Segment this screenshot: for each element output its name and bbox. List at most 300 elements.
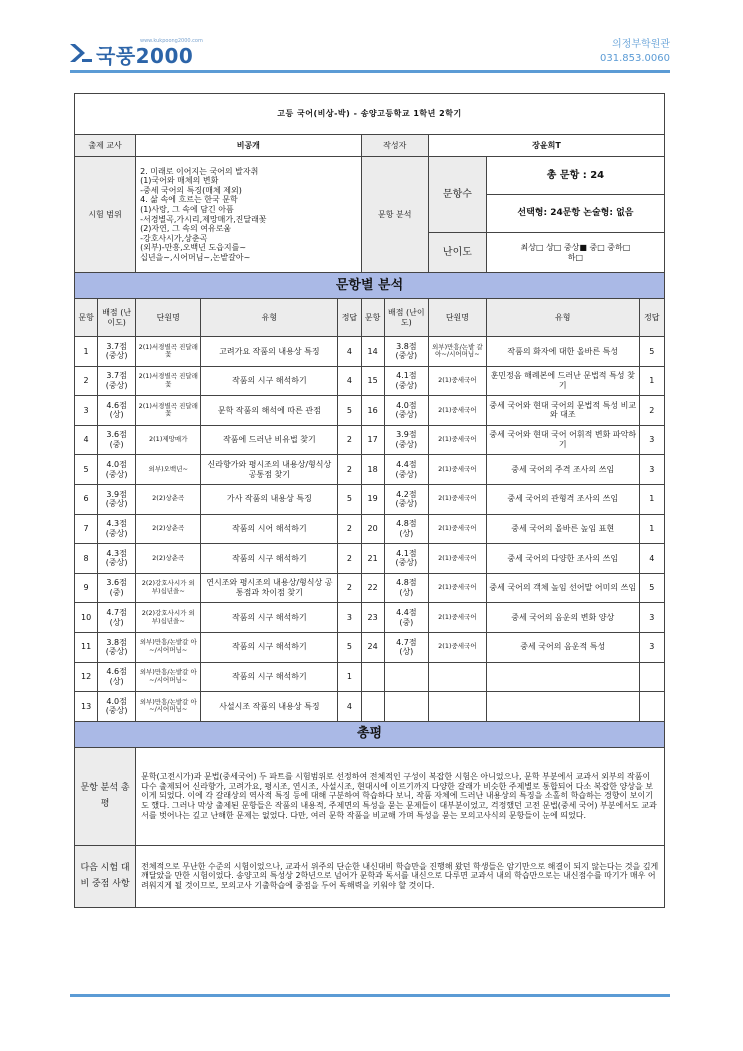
item-type <box>486 366 639 396</box>
item-num-text: 17 <box>367 435 378 445</box>
item-score-text: 4.4점 <box>396 608 417 618</box>
section-items-title: 문항별 분석 <box>75 273 665 299</box>
item-unit <box>428 632 486 662</box>
item-score-text: 4.0점 <box>106 460 127 470</box>
item-unit <box>136 484 201 514</box>
item-score-text: (중상) <box>105 469 128 479</box>
item-score-text: 3.6점 <box>106 430 127 440</box>
item-score-text: (중상) <box>395 469 418 479</box>
item-score-text: (중상) <box>105 706 128 716</box>
item-num <box>75 544 98 574</box>
author-label: 작성자 <box>361 135 428 157</box>
item-answer <box>338 603 361 633</box>
branch-name: 의정부학원관 <box>612 39 670 50</box>
item-unit-text: 2(1)중세국어 <box>438 464 477 473</box>
item-answer <box>338 662 361 692</box>
item-unit <box>136 455 201 485</box>
item-row <box>75 366 665 396</box>
analysis-label: 문항 분석 <box>361 157 428 273</box>
item-unit-text: 2(1)서경별곡 진달래꽃 <box>138 342 198 359</box>
item-num <box>75 632 98 662</box>
item-type <box>201 484 338 514</box>
item-unit <box>428 337 486 367</box>
item-answer-text: 2 <box>346 435 352 445</box>
item-num <box>75 396 98 426</box>
item-unit-text: 2(2)상춘곡 <box>152 523 185 532</box>
item-score-text: (중상) <box>395 558 418 568</box>
item-answer-text: 1 <box>649 524 655 534</box>
col-score: 배점 (난이도) <box>98 299 136 337</box>
item-score <box>384 692 428 722</box>
item-num <box>75 366 98 396</box>
item-score-text: 4.4점 <box>396 460 417 470</box>
item-type-text: 중세 국어와 현대 국어의 문법적 특성 비교와 대조 <box>489 400 637 420</box>
item-type-text: 중세 국어의 음운적 특성 <box>520 642 606 652</box>
item-answer <box>639 337 664 367</box>
item-answer <box>338 514 361 544</box>
item-score <box>98 366 136 396</box>
item-score-text: (중상) <box>105 499 128 509</box>
item-score-text: 4.7점 <box>396 637 417 647</box>
item-num <box>361 366 384 396</box>
review-next-text: 전체적으로 무난한 수준의 시험이었으나, 교과서 위주의 단순한 내신대비 학습만을 진행해 왔던 학생들은 암기만으로 해결이 되지 않는다는 것을 깊게 깨달았을 만한 시험이었다. 송양고의 특성상 2학년으로 넘어가 문학과 독서를 내신으로 다루면 교과서 내의 학습만으로는 내신점수를 따기가 매우 어려워지게 될 것이므로, 모의고사 기출학습에 중점을 두어 독해력을 키워야 할 것이다. <box>136 845 665 907</box>
item-score-text: (중상) <box>105 528 128 538</box>
item-score <box>384 573 428 603</box>
item-unit-text: 2(1)중세국어 <box>438 405 477 414</box>
item-score <box>384 514 428 544</box>
col-answer: 정답 <box>338 299 361 337</box>
item-score <box>384 603 428 633</box>
item-score-text: (중상) <box>395 351 418 361</box>
item-unit <box>428 425 486 455</box>
item-type <box>201 396 338 426</box>
item-type-text: 중세 국어의 다양한 조사의 쓰임 <box>507 553 619 563</box>
item-answer <box>338 632 361 662</box>
item-answer <box>639 514 664 544</box>
item-answer <box>639 396 664 426</box>
item-type <box>486 484 639 514</box>
item-score <box>98 396 136 426</box>
scope-content <box>136 157 361 273</box>
item-answer-text: 3 <box>649 464 655 474</box>
item-answer-text: 5 <box>346 494 352 504</box>
item-unit <box>428 514 486 544</box>
item-score <box>384 396 428 426</box>
item-answer-text: 2 <box>346 553 352 563</box>
item-answer <box>338 366 361 396</box>
item-unit <box>428 484 486 514</box>
item-unit <box>428 455 486 485</box>
item-score <box>98 632 136 662</box>
item-type <box>201 455 338 485</box>
item-num <box>75 337 98 367</box>
item-num-text: 6 <box>83 494 89 504</box>
item-row <box>75 455 665 485</box>
item-unit-text: 외부)만흥/논밭 갈아~/시어머님~ <box>432 342 483 359</box>
item-type-text: 작품의 시구 해석하기 <box>232 376 307 386</box>
item-num-text: 21 <box>367 553 378 563</box>
item-score <box>384 632 428 662</box>
item-answer-text: 3 <box>649 435 655 445</box>
item-num-text: 23 <box>367 612 378 622</box>
item-score-text: 4.1점 <box>396 548 417 558</box>
item-num-text: 24 <box>367 642 378 652</box>
item-score-text: (상) <box>109 617 124 627</box>
item-score-text: 3.9점 <box>396 430 417 440</box>
item-type <box>201 692 338 722</box>
item-num <box>75 455 98 485</box>
item-type <box>201 337 338 367</box>
item-type <box>486 662 639 692</box>
teacher-label: 출제 교사 <box>75 135 136 157</box>
item-score-text: (상) <box>399 588 414 598</box>
item-score-text: 3.8점 <box>396 341 417 351</box>
item-unit <box>428 573 486 603</box>
item-row <box>75 396 665 426</box>
item-rows <box>75 337 665 722</box>
item-score-text: (중상) <box>395 410 418 420</box>
item-type <box>486 396 639 426</box>
item-score <box>384 544 428 574</box>
item-answer <box>639 455 664 485</box>
col-answer: 정답 <box>639 299 664 337</box>
item-score <box>98 692 136 722</box>
item-type <box>201 573 338 603</box>
item-score-text: 3.7점 <box>106 371 127 381</box>
item-num <box>361 662 384 692</box>
item-row <box>75 632 665 662</box>
logo-name: 국풍2000 <box>96 44 194 68</box>
item-answer <box>639 425 664 455</box>
item-num-text: 11 <box>80 642 92 652</box>
item-type-text: 중세 국어와 현대 국어 어휘적 변화 파악하기 <box>489 430 637 450</box>
item-unit-text: 2(2)상춘곡 <box>152 494 185 503</box>
item-type-text: 중세 국어의 객체 높임 선어말 어미의 쓰임 <box>489 583 637 593</box>
item-row <box>75 544 665 574</box>
item-answer-text: 1 <box>649 376 655 386</box>
item-score-text: 4.0점 <box>396 400 417 410</box>
item-score <box>384 484 428 514</box>
item-type-text: 신라향가와 평시조의 내용상/형식상 공통점 찾기 <box>207 460 332 479</box>
item-row <box>75 573 665 603</box>
scope-line: -서경별곡,가시리,제망매가,진달래꽃 <box>140 214 267 224</box>
item-type-text: 작품의 시어 해석하기 <box>232 524 307 534</box>
item-unit <box>136 544 201 574</box>
item-type-text: 작품의 시구 해석하기 <box>232 553 307 563</box>
col-type: 유형 <box>201 299 338 337</box>
item-score-text: 4.7점 <box>106 608 127 618</box>
item-unit <box>136 603 201 633</box>
item-score-text: (중) <box>109 440 124 450</box>
col-num: 문항 <box>75 299 98 337</box>
item-num <box>361 544 384 574</box>
item-unit-text: 2(2)강호사시가 외부)십년을~ <box>141 608 195 625</box>
item-unit <box>136 632 201 662</box>
col-type: 유형 <box>486 299 639 337</box>
item-num-text: 20 <box>367 524 378 534</box>
item-score-text: (상) <box>109 676 124 686</box>
item-answer <box>338 692 361 722</box>
item-score <box>384 455 428 485</box>
item-answer-text: 2 <box>649 405 655 415</box>
item-score-text: (중상) <box>105 647 128 657</box>
item-answer-text: 5 <box>649 583 655 593</box>
item-unit-text: 2(1)중세국어 <box>438 435 477 444</box>
item-num-text: 4 <box>83 435 89 445</box>
item-score-text: (상) <box>399 647 414 657</box>
section-review-title: 총평 <box>75 721 665 747</box>
item-num <box>361 692 384 722</box>
item-answer <box>338 425 361 455</box>
item-num <box>361 484 384 514</box>
item-num <box>75 484 98 514</box>
item-unit-text: 2(1)중세국어 <box>438 553 477 562</box>
scope-line: (2)자연, 그 속의 여유로움 <box>140 224 232 234</box>
item-unit <box>136 396 201 426</box>
item-score-text: (중) <box>399 617 414 627</box>
item-row <box>75 692 665 722</box>
item-score <box>384 425 428 455</box>
col-score: 배점 (난이도) <box>384 299 428 337</box>
item-score-text: 3.7점 <box>106 341 127 351</box>
item-type-text: 문학 작품의 해석에 따른 관점 <box>217 405 321 415</box>
item-num-text: 18 <box>367 464 378 474</box>
item-score-text: 4.8점 <box>396 519 417 529</box>
item-answer-text: 1 <box>649 494 655 504</box>
scope-line: 십년을~,시어머님~,논밭갈아~ <box>140 252 251 262</box>
logo-mark-icon <box>70 42 92 64</box>
item-answer <box>338 337 361 367</box>
item-num-text: 9 <box>83 583 89 593</box>
item-type-text: 연시조와 평시조의 내용상/형식상 공통점과 차이점 찾기 <box>206 578 333 598</box>
item-type-text: 고려가요 작품의 내용상 특징 <box>219 346 320 356</box>
item-type <box>201 662 338 692</box>
item-type <box>486 337 639 367</box>
item-unit <box>136 425 201 455</box>
item-type <box>486 514 639 544</box>
item-unit-text: 2(1)서경별곡 진달래꽃 <box>138 372 198 388</box>
type-count: 선택형: 24문항 논술형: 없음 <box>486 195 664 233</box>
item-answer <box>639 484 664 514</box>
item-unit-text: 2(2)상춘곡 <box>152 553 185 562</box>
logo-url: www.kukpoong2000.com <box>140 38 203 44</box>
item-num-text: 22 <box>367 583 378 593</box>
item-num <box>361 514 384 544</box>
item-num <box>361 455 384 485</box>
item-type <box>486 573 639 603</box>
item-answer-text: 4 <box>346 701 352 711</box>
item-unit-text: 2(1)서경별곡 진달래꽃 <box>138 401 198 418</box>
item-unit <box>136 337 201 367</box>
item-score-text: 4.1점 <box>396 371 417 381</box>
item-num <box>75 573 98 603</box>
item-unit <box>428 396 486 426</box>
item-unit-text: 외부)만흥/논밭갈 아~/시어머님~ <box>139 638 197 655</box>
item-type-text: 중세 국어의 관형격 조사의 쓰임 <box>507 494 619 504</box>
item-answer-text: 4 <box>346 346 352 356</box>
item-score-text: (중) <box>109 588 124 598</box>
item-type-text: 훈민정음 해례본에 드러난 문법적 특성 찾기 <box>490 371 635 390</box>
item-type-text: 사설시조 작품의 내용상 특징 <box>219 701 320 711</box>
scope-line: 4. 삶 속에 흐르는 한국 문학 <box>140 195 238 205</box>
item-num <box>75 692 98 722</box>
scope-line: (1)사랑, 그 속에 담긴 아픔 <box>140 204 234 214</box>
item-score <box>98 573 136 603</box>
item-score-text: 4.6점 <box>106 667 127 677</box>
item-answer <box>338 573 361 603</box>
item-num-text: 14 <box>367 346 378 356</box>
item-type-text: 작품의 시구 해석하기 <box>232 672 307 682</box>
item-num <box>361 396 384 426</box>
item-score-text: 3.8점 <box>106 637 127 647</box>
item-num-text: 16 <box>367 405 378 415</box>
scope-line: (1)국어와 매체의 변화 <box>140 176 219 186</box>
scope-line: (외부)-만흥,오백년 도읍지를~ <box>140 243 247 253</box>
item-unit-text: 외부)만흥/논밭갈 아~/시어머님~ <box>139 697 197 714</box>
item-num-text: 19 <box>367 494 378 504</box>
teacher-value: 비공개 <box>136 135 361 157</box>
item-type-text: 중세 국어의 음운의 변화 양상 <box>511 612 615 622</box>
scope-line: -강호사시가,상춘곡 <box>140 233 208 243</box>
item-score <box>384 337 428 367</box>
item-score-text: 4.3점 <box>106 548 127 558</box>
item-answer-text: 2 <box>346 464 352 474</box>
item-unit-text: 2(1)중세국어 <box>438 642 477 651</box>
scope-line: 2. 미래로 이어지는 국어의 발자취 <box>140 166 259 176</box>
item-score-text: 3.9점 <box>106 489 127 499</box>
item-type <box>486 425 639 455</box>
item-num-text: 10 <box>80 612 92 622</box>
item-score-text: 4.2점 <box>396 489 417 499</box>
item-row <box>75 603 665 633</box>
item-num <box>361 632 384 662</box>
item-num <box>361 573 384 603</box>
item-num-text: 7 <box>83 524 89 534</box>
item-type <box>486 544 639 574</box>
item-score <box>98 514 136 544</box>
item-score-text: (중상) <box>105 380 128 390</box>
item-unit <box>428 366 486 396</box>
item-num <box>75 514 98 544</box>
item-num-text: 2 <box>83 376 89 386</box>
item-unit-text: 외부)만흥/논밭갈 아~/시어머님~ <box>139 668 197 684</box>
item-score-text: 4.8점 <box>396 578 417 588</box>
item-type <box>201 425 338 455</box>
item-unit <box>136 573 201 603</box>
item-row <box>75 425 665 455</box>
item-score <box>384 662 428 692</box>
scope-line: -중세 국어의 특징(매체 제외) <box>140 185 242 195</box>
item-type <box>201 366 338 396</box>
item-answer <box>639 366 664 396</box>
item-unit-text: 2(2)강호사시가 외부)십년을~ <box>141 579 195 596</box>
item-answer-text: 5 <box>649 346 655 356</box>
item-score <box>98 484 136 514</box>
branch-info <box>600 38 670 66</box>
item-answer <box>639 662 664 692</box>
item-answer <box>639 544 664 574</box>
review-analysis-label: 문항 분석 총평 <box>75 747 136 845</box>
item-row <box>75 337 665 367</box>
item-type <box>486 603 639 633</box>
item-unit-text: 2(1)제망매가 <box>149 435 188 444</box>
item-row <box>75 484 665 514</box>
item-unit-text: 2(1)중세국어 <box>438 375 477 384</box>
item-type <box>486 632 639 662</box>
item-score-text: (중상) <box>105 351 128 361</box>
item-type-text: 작품의 시구 해석하기 <box>232 612 307 622</box>
item-answer-text: 4 <box>346 376 352 386</box>
item-score-text: 3.6점 <box>106 578 127 588</box>
item-answer-text: 3 <box>649 612 655 622</box>
review-analysis-text: 문학(고전시가)과 문법(중세국어) 두 파트를 시험범위로 선정하여 전체적인 구성이 복잡한 시험은 아니었으나, 문학 부분에서 교과서 외부의 작품이 다수 출제되어 신라향가, 고려가요, 평시조, 연시조, 사설시조, 현대시에 이르기까지 다양한 갈래가 비슷한 주제별로 통합되어 다소 복잡한 양상을 보이게 되었다. 이에 각 갈래상의 역사적 특징 등에 대해 구분하여 학습하다 보니, 작품 자체에 드러난 내용상의 특징을 소홀히 학습하는 경향이 보이기도 했다. 그러나 막상 출제된 문항들은 작품의 내용적, 주제면의 특성을 묻는 문제들이 대부분이었고, 걱정했던 고전 문법(중세 국어) 부분에서도 교과서를 벗어나는 깊고 난해한 문제는 없었다. 다만, 여러 문학 작품을 비교해 가며 특성을 묻는 모의고사식의 문항들이 눈에 띄었다. <box>136 747 665 845</box>
item-unit <box>428 603 486 633</box>
item-answer-text: 2 <box>346 583 352 593</box>
item-unit <box>136 366 201 396</box>
item-answer <box>639 632 664 662</box>
total-count: 총 문항 : 24 <box>486 157 664 195</box>
author-value: 장윤희T <box>428 135 664 157</box>
item-score <box>98 425 136 455</box>
item-type-text: 작품에 드러난 비유법 찾기 <box>223 435 316 445</box>
item-score-text: (중상) <box>395 440 418 450</box>
item-score-text: 4.0점 <box>106 696 127 706</box>
header-divider <box>70 70 670 73</box>
col-num: 문항 <box>361 299 384 337</box>
item-score <box>98 603 136 633</box>
item-score-text: (상) <box>109 410 124 420</box>
item-answer-text: 5 <box>346 405 352 415</box>
item-answer <box>338 484 361 514</box>
item-score <box>98 544 136 574</box>
item-score <box>98 662 136 692</box>
item-type-text: 중세 국어의 주격 조사의 쓰임 <box>511 464 615 474</box>
item-num <box>75 662 98 692</box>
page-title: 고등 국어(비상-박) - 송양고등학교 1학년 2학기 <box>75 94 665 135</box>
item-type <box>201 514 338 544</box>
item-unit <box>136 692 201 722</box>
item-unit-text: 외부)오백년~ <box>148 464 188 473</box>
item-unit <box>136 662 201 692</box>
count-label: 문항수 <box>428 157 486 233</box>
col-unit: 단원명 <box>428 299 486 337</box>
item-score <box>98 337 136 367</box>
item-answer <box>639 692 664 722</box>
item-unit <box>428 544 486 574</box>
item-num <box>75 425 98 455</box>
item-score-text: (중상) <box>105 558 128 568</box>
branch-phone: 031.853.0060 <box>600 53 670 64</box>
item-num-text: 5 <box>83 464 89 474</box>
item-score-text: 4.6점 <box>106 400 127 410</box>
item-score <box>384 366 428 396</box>
difficulty-value <box>486 233 664 273</box>
item-answer <box>338 455 361 485</box>
difficulty-label: 난이도 <box>428 233 486 273</box>
item-type <box>201 544 338 574</box>
item-num-text: 13 <box>80 701 92 711</box>
item-unit <box>136 514 201 544</box>
item-type <box>201 603 338 633</box>
difficulty-line: 최상□ 상□ 중상■ 중□ 중하□ <box>520 242 631 252</box>
item-unit-text: 2(1)중세국어 <box>438 523 477 532</box>
item-answer-text: 4 <box>649 553 655 563</box>
item-num <box>75 603 98 633</box>
item-unit <box>428 692 486 722</box>
item-num <box>361 337 384 367</box>
item-score-text: (중상) <box>395 380 418 390</box>
item-answer <box>338 396 361 426</box>
